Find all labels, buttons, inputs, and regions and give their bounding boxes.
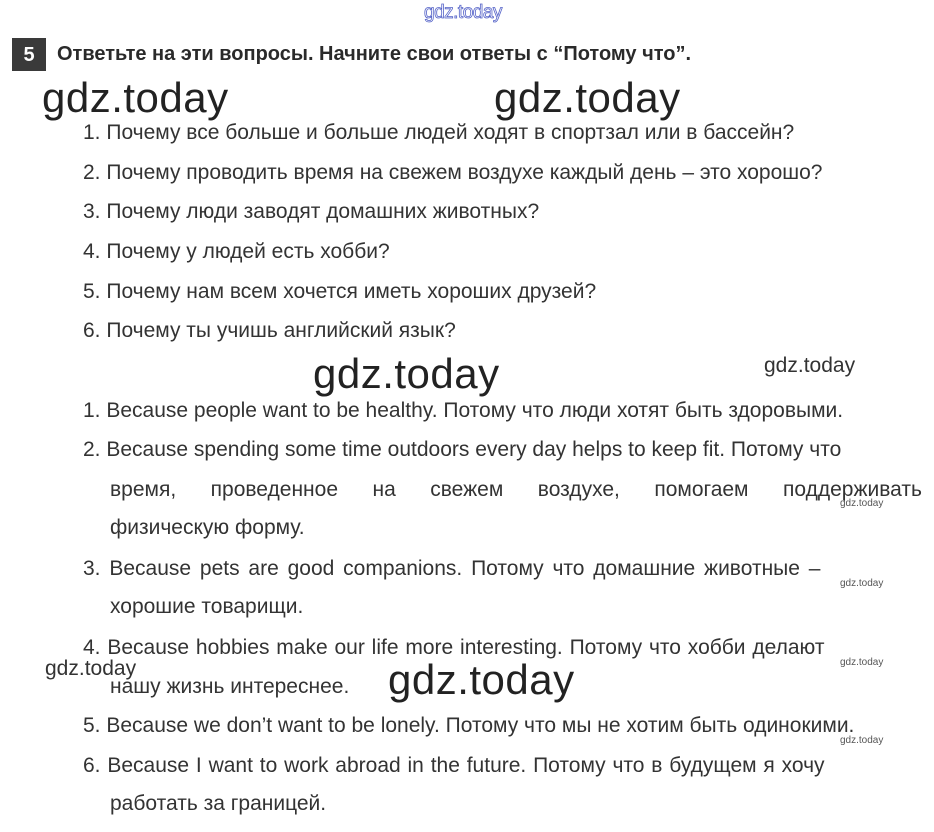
- question-item: 2. Почему проводить время на свежем воздухе каждый день – это хорошо?: [83, 161, 823, 184]
- answer-continuation: [110, 478, 922, 502]
- answer-word: воздухе,: [537, 478, 620, 501]
- watermark-large: gdz.today: [313, 350, 500, 397]
- answer-word: проведенное: [210, 478, 339, 501]
- watermark-small: gdz.today: [840, 657, 884, 668]
- answer-word: время,: [110, 478, 177, 501]
- question-item: 1. Почему все больше и больше людей ходят в спортзал или в бассейн?: [83, 121, 795, 144]
- watermark-small: gdz.today: [840, 735, 884, 746]
- answer-item: 3. Because pets are good companions. Потому что домашние животные –: [83, 557, 821, 580]
- answer-continuation: нашу жизнь интереснее.: [110, 675, 350, 698]
- watermark-large: gdz.today: [494, 74, 681, 121]
- answer-item: 5. Because we don’t want to be lonely. Потому что мы не хотим быть одинокими.: [83, 714, 855, 737]
- question-item: 5. Почему нам всем хочется иметь хороших друзей?: [83, 280, 597, 303]
- answer-item: 1. Because people want to be healthy. Потому что люди хотят быть здоровыми.: [83, 399, 844, 422]
- watermark-medium: gdz.today: [45, 657, 137, 680]
- answer-continuation: физическую форму.: [110, 516, 305, 539]
- question-item: 3. Почему люди заводят домашних животных?: [83, 200, 540, 223]
- watermark-small: gdz.today: [840, 498, 884, 509]
- answer-continuation: работать за границей.: [110, 792, 327, 815]
- watermark-medium: gdz.today: [764, 354, 856, 377]
- answer-word: поддерживать: [782, 478, 922, 501]
- answer-item: 4. Because hobbies make our life more interesting. Потому что хобби делают: [83, 636, 825, 659]
- watermark-small: gdz.today: [840, 578, 884, 589]
- answer-item: 2. Because spending some time outdoors every day helps to keep fit. Потому что: [83, 438, 842, 461]
- watermark-top: gdz.today: [424, 2, 502, 23]
- task-number-badge: 5: [12, 38, 46, 71]
- question-item: 4. Почему у людей есть хобби?: [83, 240, 390, 263]
- answer-word: помогаем: [654, 478, 749, 501]
- answer-word: на: [372, 478, 396, 501]
- watermark-large: gdz.today: [388, 656, 575, 703]
- question-item: 6. Почему ты учишь английский язык?: [83, 319, 456, 342]
- watermark-large: gdz.today: [42, 74, 229, 121]
- answer-item: 6. Because I want to work abroad in the future. Потому что в будущем я хочу: [83, 754, 825, 777]
- task-title: Ответьте на эти вопросы. Начните свои ответы с “Потому что”.: [57, 43, 692, 65]
- answer-continuation: хорошие товарищи.: [110, 595, 304, 618]
- answer-word: свежем: [430, 478, 504, 501]
